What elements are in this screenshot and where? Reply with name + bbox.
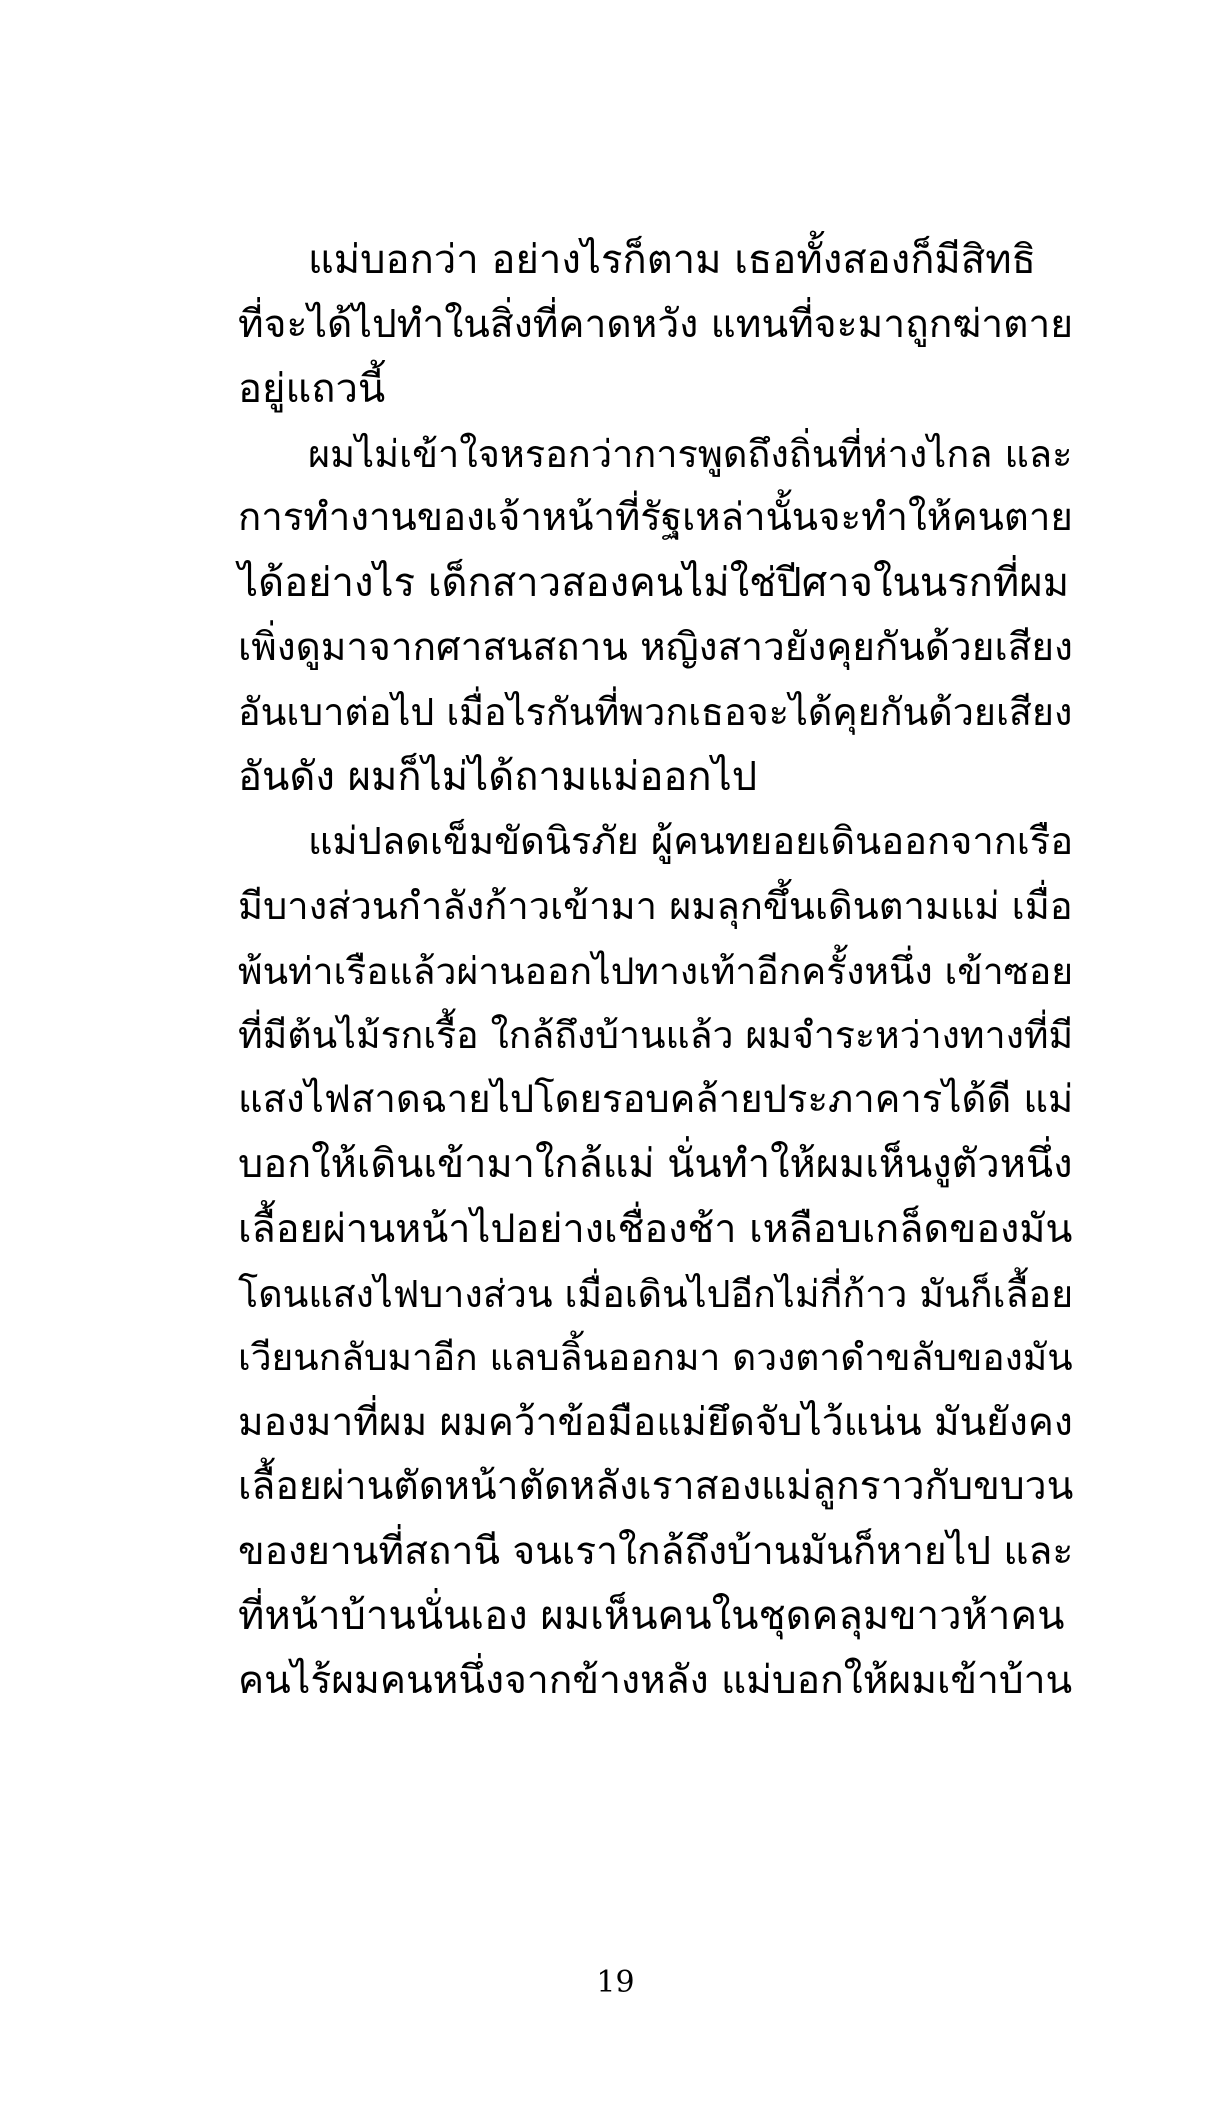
text-line: ที่หน้าบ้านนั่นเอง ผมเห็นคนในชุดคลุมขาวห้าคน [238, 1593, 1065, 1640]
text-line: แม่ปลดเข็มขัดนิรภัย ผู้คนทยอยเดินออกจากเรือ [308, 819, 1074, 864]
text-line: เลื้อยผ่านหน้าไปอย่างเชื่องช้า เหลือบเกล็ดของมัน [238, 1205, 1073, 1252]
text-line: ผมไม่เข้าใจหรอกว่าการพูดถึงถิ่นที่ห่างไกล และ [308, 431, 1073, 476]
text-line: มีบางส่วนกำลังก้าวเข้ามา ผมลุกขึ้นเดินตามแม่ เมื่อ [238, 883, 1073, 928]
text-line: พ้นท่าเรือแล้วผ่านออกไปทางเท้าอีกครั้งหนึ่ง เข้าซอย [238, 948, 1074, 993]
text-line: คนไร้ผมคนหนึ่งจากข้างหลัง แม่บอกให้ผมเข้าบ้าน [238, 1658, 1073, 1704]
text-line: บอกให้เดินเข้ามาใกล้แม่ นั่นทำให้ผมเห็นงูตัวหนึ่ง [238, 1141, 1073, 1188]
text-line: การทำงานของเจ้าหน้าที่รัฐเหล่านั้นจะทำให้คนตาย [238, 495, 1073, 541]
body-text [238, 228, 1073, 1714]
text-line: แสงไฟสาดฉายไปโดยรอบคล้ายประภาคารได้ดี แม่ [238, 1076, 1074, 1122]
text-line: ที่จะได้ไปทำในสิ่งที่คาดหวัง แทนที่จะมาถูกฆ่าตาย [238, 301, 1074, 347]
text-line: โดนแสงไฟบางส่วน เมื่อเดินไปอีกไม่กี่ก้าว มันก็เลื้อย [238, 1271, 1074, 1316]
text-line: เพิ่งดูมาจากศาสนสถาน หญิงสาวยังคุยกันด้วยเสียง [238, 624, 1073, 670]
text-line: มองมาที่ผม ผมคว้าข้อมือแม่ยึดจับไว้แน่น มันยังคง [238, 1399, 1073, 1445]
text-line: ได้อย่างไร เด็กสาวสองคนไม่ใช่ปีศาจในนรกที่ผม [238, 559, 1070, 606]
text-line: เลื้อยผ่านตัดหน้าตัดหลังเราสองแม่ลูกราวกับขบวน [238, 1464, 1074, 1510]
text-line: อยู่แถวนี้ [238, 366, 386, 413]
text-line: แม่บอกว่า อย่างไรก็ตาม เธอทั้งสองก็มีสิทธิ [308, 237, 1036, 283]
text-line: เวียนกลับมาอีก แลบลิ้นออกมา ดวงตาดำขลับของมัน [238, 1336, 1073, 1380]
page-number: 19 [596, 1965, 635, 2000]
text-line: อันดัง ผมก็ไม่ได้ถามแม่ออกไป [238, 753, 758, 800]
text-line: อันเบาต่อไป เมื่อไรกันที่พวกเธอจะได้คุยกันด้วยเสียง [238, 690, 1073, 735]
text-line: ที่มีต้นไม้รกเรื้อ ใกล้ถึงบ้านแล้ว ผมจำระหว่างทางที่มี [238, 1013, 1074, 1058]
text-line: ของยานที่สถานี จนเราใกล้ถึงบ้านมันก็หายไป และ [238, 1528, 1074, 1574]
